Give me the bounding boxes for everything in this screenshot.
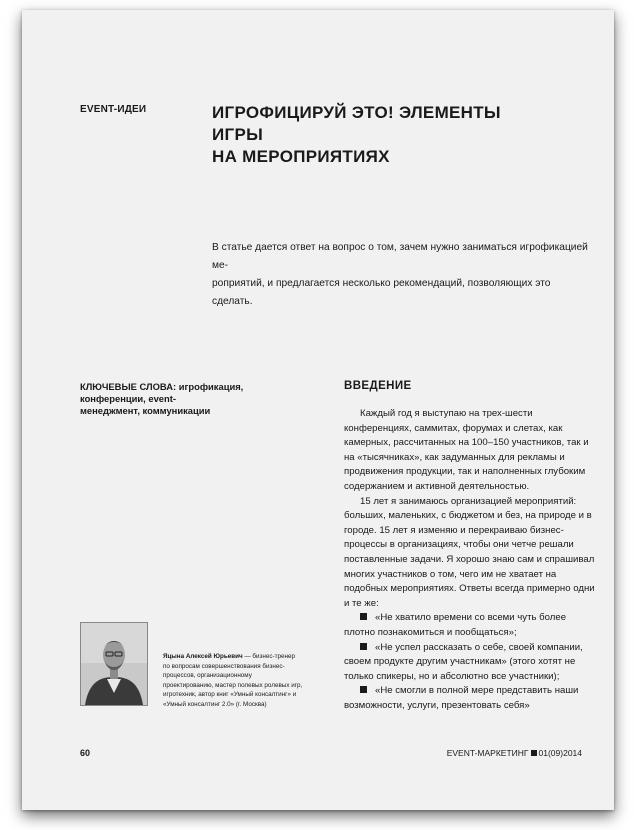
bullet-text: «Не хватило времени со всеми чуть более плотно познакомиться и пообщаться»; [344, 612, 567, 638]
journal-page [22, 10, 614, 810]
title-line-2: НА МЕРОПРИЯТИЯХ [212, 147, 390, 166]
keywords [80, 381, 310, 417]
bullet-text: «Не успел рассказать о себе, своей компании, своем продукте другим участникам» (этого хотят не только спикеры, но и абсолютно все участники); [344, 641, 583, 682]
article-title [212, 102, 552, 168]
bullet-square-icon [360, 613, 367, 620]
author-name: Яцына Алексей Юрьевич [163, 653, 243, 660]
journal-footer [447, 748, 582, 758]
bullet-square-icon [360, 686, 367, 693]
journal-name: EVENT-МАРКЕТИНГ [446, 748, 529, 758]
author-bio [163, 652, 303, 710]
page-number: 60 [80, 748, 91, 758]
bullet-square-icon [360, 643, 367, 650]
keywords-line-1: КЛЮЧЕВЫЕ СЛОВА: игрофикация, конференции, event- [80, 381, 244, 404]
square-separator-icon [531, 750, 537, 756]
lead-line-1: В статье дается ответ на вопрос о том, зачем нужно заниматься игрофикацией ме- [212, 242, 588, 271]
article-lead [212, 239, 592, 311]
article-body [344, 407, 596, 713]
author-portrait-image [81, 623, 147, 705]
bullet-item [344, 611, 596, 640]
title-line-1: ИГРОФИЦИРУЙ ЭТО! ЭЛЕМЕНТЫ ИГРЫ [212, 103, 501, 144]
lead-line-2: роприятий, и предлагается несколько рекомендаций, позволяющих это сделать. [212, 278, 551, 307]
author-description: — бизнес-тренер по вопросам совершенствования бизнес-процессов, организационному проектированию, мастер полевых ролевых игр, игротехник, автор книг «Умный консалтинг» и «Умный консалтинг 2.0» (г. Москва) [163, 653, 303, 708]
paragraph: Каждый год я выступаю на трех-шести конференциях, саммитах, форумах и слетах, как камерных, рассчитанных на 100–150 участников, так и на «тысячниках», как задуманных для рекламы и продвижения продукции, так и наполненных глубоким содержанием и активной деятельностью. [344, 408, 589, 492]
keywords-line-2: менеджмент, коммуникации [80, 405, 211, 416]
bullet-item [344, 684, 596, 713]
bullet-item [344, 641, 596, 685]
journal-issue: 01(09)2014 [538, 748, 582, 758]
bullet-text: «Не смогли в полной мере представить наши возможности, услуги, презентовать себя» [344, 685, 579, 711]
rubric-label: EVENT-ИДЕИ [80, 104, 147, 115]
section-heading: ВВЕДЕНИЕ [344, 380, 412, 392]
paragraph: 15 лет я занимаюсь организацией мероприятий: больших, маленьких, с бюджетом и без, на природе и в городе. 15 лет я изменяю и перекраиваю бизнес-процессы в организациях, чтобы они четче решали поставленные задачи. Я хорошо знаю сам и спрашивал многих участников о том, чего им не хватает на подобных мероприятиях. Ответы всегда примерно одни и те же: [344, 495, 595, 609]
author-photo [80, 622, 148, 706]
